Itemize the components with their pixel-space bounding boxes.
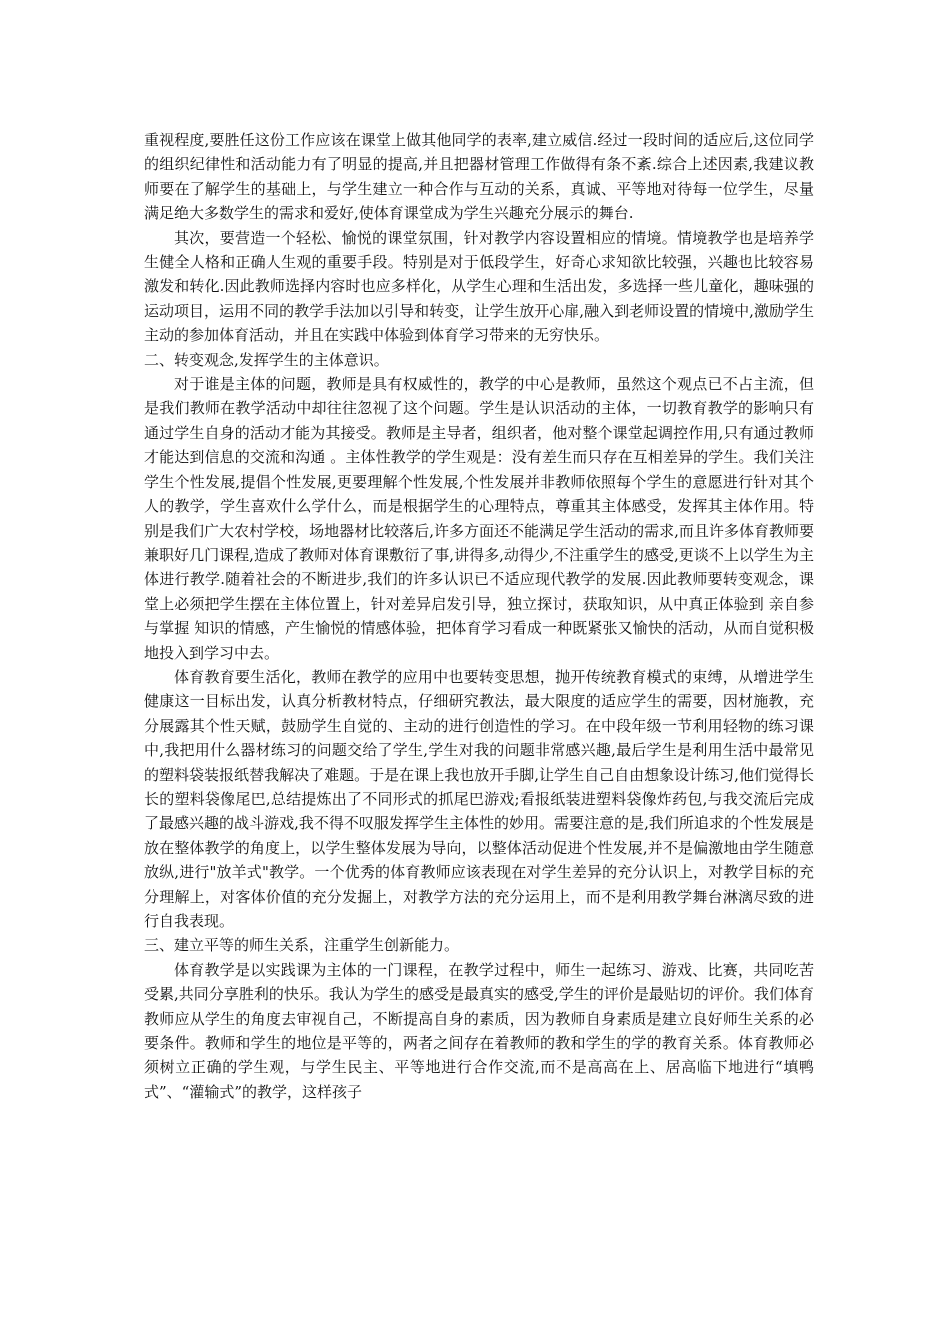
paragraph-intro-continuation: 重视程度,要胜任这份工作应该在课堂上做其他同学的表率,建立威信.经过一段时间的适应后,这位同学的组织纪律性和活动能力有了明显的提高,并且把器材管理工作做得有条不紊.综合上述因素,我建议教师要在了解学生的基础上，与学生建立一种合作与互动的关系，真诚、平等地对待每一位学生，尽量满足绝大多数学生的需求和爱好,使体育课堂成为学生兴趣充分展示的舞台. [144, 131, 814, 223]
document-page [144, 128, 814, 1104]
paragraph-pe-lifestyle: 体育教育要生活化，教师在教学的应用中也要转变思想，抛开传统教育模式的束缚，从增进学生健康这一目标出发，认真分析教材特点，仔细研究教法，最大限度的适应学生的需要，因材施教，充分展露其个性天赋，鼓励学生自觉的、主动的进行创造性的学习。在中段年级一节利用轻物的练习课中,我把用什么器材练习的问题交给了学生,学生对我的问题非常感兴趣,最后学生是利用生活中最常见的塑料袋装报纸替我解决了难题。于是在课上我也放开手脚,让学生自己自由想象设计练习,他们觉得长长的塑料袋像尾巴,总结提炼出了不同形式的抓尾巴游戏;看报纸装进塑料袋像炸药包,与我交流后完成了最感兴趣的战斗游戏,我不得不叹服发挥学生主体性的妙用。需要注意的是,我们所追求的个性发展是放在整体教学的角度上，以学生整体发展为导向，以整体活动促进个性发展,并不是偏激地由学生随意放纵,进行"放羊式"教学。一个优秀的体育教师应该表现在对学生差异的充分认识上，对教学目标的充分理解上，对客体价值的充分发掘上，对教学方法的充分运用上，而不是利用教学舞台淋漓尽致的进行自我表现。 [144, 667, 814, 930]
paragraph-student-subject: 对于谁是主体的问题，教师是具有权威性的，教学的中心是教师，虽然这个观点已不占主流，但是我们教师在教学活动中却往往忽视了这个问题。学生是认识活动的主体，一切教育教学的影响只有通过学生自身的活动才能为其接受。教师是主导者，组织者，他对整个课堂起调控作用,只有通过教师才能达到信息的交流和沟通 。主体性教学的学生观是：没有差生而只存在互相差异的学生。我们关注学生个性发展,提倡个性发展,更要理解个性发展,个性发展并非教师依照每个学生的意愿进行针对其个人的教学，学生喜欢什么学什么，而是根据学生的心理特点，尊重其主体感受，发挥其主体作用。特别是我们广大农村学校，场地器材比较落后,许多方面还不能满足学生活动的需求,而且许多体育教师要兼职好几门课程,造成了教师对体育课敷衍了事,讲得多,动得少,不注重学生的感受,更谈不上以学生为主体进行教学.随着社会的不断进步,我们的许多认识已不适应现代教学的发展.因此教师要转变观念，课堂上必须把学生摆在主体位置上，针对差异启发引导，独立探讨，获取知识，从中真正体验到 亲自参与掌握 知识的情感，产生愉悦的情感体验，把体育学习看成一种既紧张又愉快的活动，从而自觉积极地投入到学习中去。 [144, 375, 814, 662]
section-heading-2: 二、转变观念,发挥学生的主体意识。 [144, 350, 389, 369]
paragraph-equal-relationship: 体育教学是以实践课为主体的一门课程，在教学过程中，师生一起练习、游戏、比赛，共同吃苦受累,共同分享胜利的快乐。我认为学生的感受是最真实的感受,学生的评价是最贴切的评价。我们体育教师应从学生的角度去审视自己，不断提高自身的素质，因为教师自身素质是建立良好师生关系的必要条件。教师和学生的地位是平等的，两者之间存在着教师的教和学生的学的教育关系。体育教师必须树立正确的学生观，与学生民主、平等地进行合作交流,而不是高高在上、居高临下地进行“填鸭式”、“灌输式”的教学，这样孩子 [144, 960, 814, 1101]
section-heading-3: 三、建立平等的师生关系，注重学生创新能力。 [144, 936, 460, 955]
paragraph-classroom-atmosphere: 其次，要营造一个轻松、愉悦的课堂氛围，针对教学内容设置相应的情境。情境教学也是培养学生健全人格和正确人生观的重要手段。特别是对于低段学生，好奇心求知欲比较强，兴趣也比较容易激发和转化.因此教师选择内容时也应多样化，从学生心理和生活出发，多选择一些儿童化，趣味强的运动项目，运用不同的教学手法加以引导和转变，让学生放开心扉,融入到老师设置的情境中,激励学生主动的参加体育活动，并且在实践中体验到体育学习带来的无穷快乐。 [144, 228, 814, 345]
